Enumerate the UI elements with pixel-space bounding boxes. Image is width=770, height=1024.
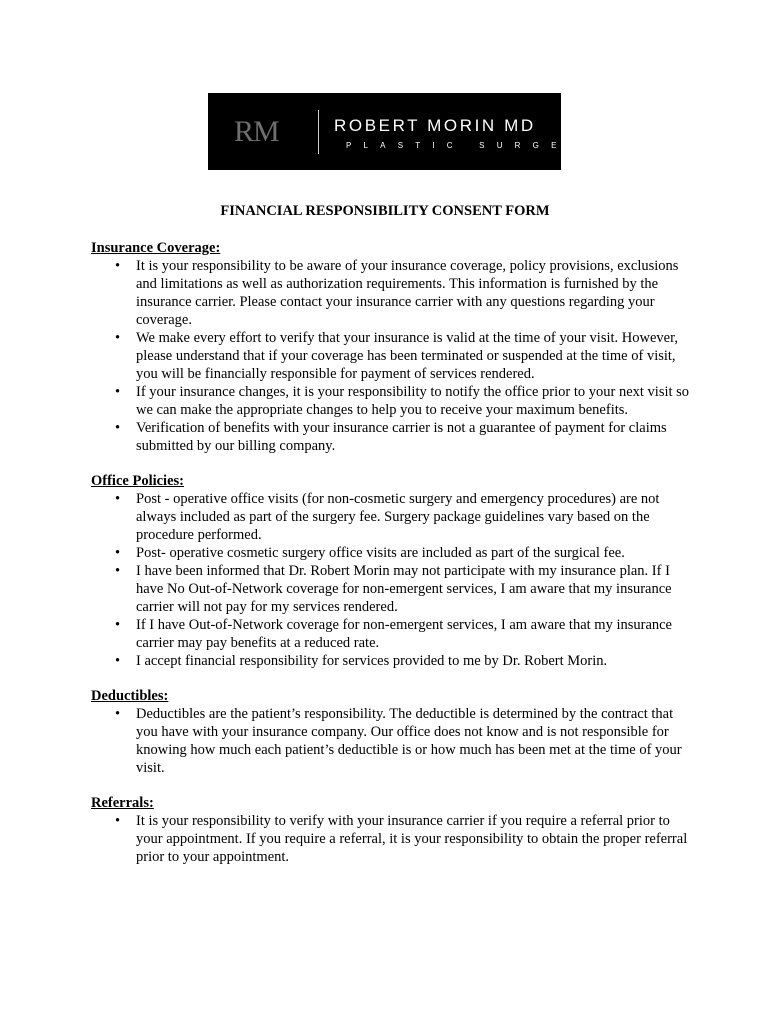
bullet-icon: •: [115, 813, 121, 829]
bullet-list: [91, 490, 691, 670]
list-item: • We make every effort to verify that your insurance is valid at the time of your visit. However, please understand that if your coverage has been terminated or suspended at the time of visit, you will be financially responsible for payment of services rendered.: [115, 330, 678, 382]
bullet-list: [91, 705, 691, 777]
list-item: • If your insurance changes, it is your responsibility to notify the office prior to your next visit so we can make the appropriate changes to help you to receive your maximum benefits.: [115, 384, 690, 418]
list-item: • It is your responsibility to be aware of your insurance coverage, policy provisions, exclusions and limitations as well as authorization requirements. This information is furnished by the insurance carrier. Please contact your insurance carrier with any questions regarding your coverage.: [115, 258, 679, 328]
bullet-icon: •: [115, 258, 121, 274]
section-referrals: [91, 794, 691, 866]
bullet-icon: •: [115, 563, 121, 579]
section-heading: Insurance Coverage:: [91, 240, 221, 256]
list-item: • It is your responsibility to verify with your insurance carrier if you require a referral prior to your appointment. If you require a referral, it is your responsibility to obtain the proper referral prior to your appointment.: [115, 813, 688, 865]
section-insurance-coverage: [91, 239, 691, 455]
section-heading: Referrals:: [91, 795, 154, 811]
bullet-list: [91, 812, 691, 866]
bullet-icon: •: [115, 420, 121, 436]
bullet-icon: •: [115, 491, 121, 507]
bullet-icon: •: [115, 653, 121, 669]
form-body: [91, 239, 691, 883]
bullet-icon: •: [115, 384, 121, 400]
practice-logo: [208, 93, 606, 170]
logo-divider: [318, 110, 319, 154]
section-heading: Office Policies:: [91, 473, 184, 489]
list-item: • I accept financial responsibility for services provided to me by Dr. Robert Morin.: [115, 653, 608, 669]
bullet-icon: •: [115, 545, 121, 561]
bullet-icon: •: [115, 330, 121, 346]
section-office-policies: [91, 472, 691, 670]
logo-monogram: RM: [234, 115, 279, 148]
list-item: • If I have Out-of-Network coverage for non-emergent services, I am aware that my insurance carrier may pay benefits at a reduced rate.: [115, 617, 672, 651]
list-item: • Post- operative cosmetic surgery office visits are included as part of the surgical fee.: [115, 545, 625, 561]
section-heading: Deductibles:: [91, 688, 169, 704]
list-item: • Verification of benefits with your insurance carrier is not a guarantee of payment for claims submitted by our billing company.: [115, 420, 667, 454]
bullet-icon: •: [115, 617, 121, 633]
list-item: • I have been informed that Dr. Robert Morin may not participate with my insurance plan. If I have No Out-of-Network coverage for non-emergent services, I am aware that my insurance carrier will not pay for my services rendered.: [115, 563, 672, 615]
form-title: FINANCIAL RESPONSIBILITY CONSENT FORM: [220, 203, 550, 219]
bullet-list: [91, 257, 691, 455]
logo-subtitle: PLASTIC SURGEON: [346, 141, 606, 150]
bullet-icon: •: [115, 706, 121, 722]
logo-name: ROBERT MORIN MD: [334, 116, 536, 135]
list-item: • Post - operative office visits (for non-cosmetic surgery and emergency procedures) are not always included as part of the surgery fee. Surgery package guidelines vary based on the procedure performed.: [115, 491, 660, 543]
list-item: • Deductibles are the patient’s responsibility. The deductible is determined by the contract that you have with your insurance company. Our office does not know and is not responsible for knowing how much each patient’s deductible is or how much has been met at the time of your visit.: [115, 706, 682, 776]
section-deductibles: [91, 687, 691, 777]
